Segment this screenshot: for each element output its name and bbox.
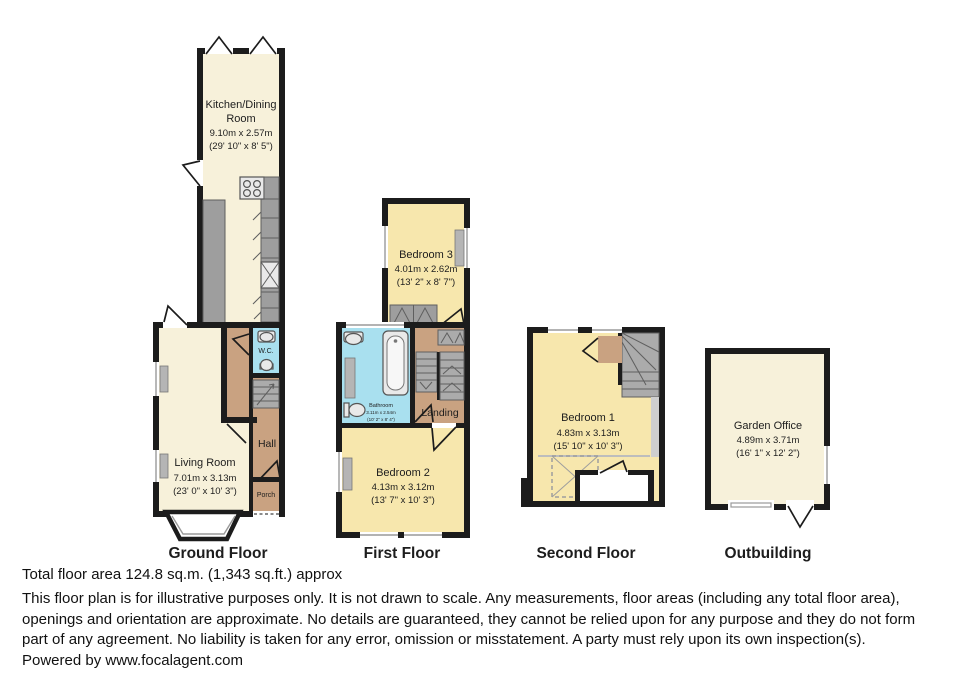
kitchen-name-line2: Room bbox=[226, 113, 256, 125]
kitchen-worktop bbox=[261, 198, 279, 322]
radiator bbox=[455, 230, 464, 266]
hall-corridor-floor bbox=[227, 328, 249, 423]
toilet-cistern-icon bbox=[344, 403, 349, 417]
bedroom3-floor bbox=[388, 204, 464, 322]
ground-floor-plan bbox=[153, 37, 285, 539]
chimney-breast bbox=[203, 200, 225, 328]
footer bbox=[22, 566, 915, 671]
landing-label: Landing bbox=[421, 407, 459, 419]
powered-by: Powered by www.focalagent.com bbox=[22, 651, 243, 669]
bedroom2-metric: 4.13m x 3.12m bbox=[371, 482, 435, 493]
bedroom1-name: Bedroom 1 bbox=[561, 412, 615, 424]
internal-wall bbox=[249, 423, 253, 511]
radiator bbox=[343, 458, 352, 490]
living-room-name: Living Room bbox=[174, 457, 236, 469]
garden-office-metric: 4.89m x 3.71m bbox=[736, 435, 800, 446]
kitchen-metric: 9.10m x 2.57m bbox=[209, 128, 273, 139]
door-opening bbox=[432, 423, 456, 428]
toilet-icon bbox=[349, 404, 365, 417]
garden-office-imperial: (16' 1" x 12' 2") bbox=[736, 448, 800, 459]
eaves-strip bbox=[651, 397, 659, 457]
garden-office-name: Garden Office bbox=[733, 420, 803, 432]
bathtub-icon bbox=[383, 331, 408, 395]
internal-wall bbox=[253, 477, 279, 482]
stair-void bbox=[575, 470, 654, 501]
bedroom3-metric: 4.01m x 2.62m bbox=[394, 264, 458, 275]
living-room-metric: 7.01m x 3.13m bbox=[173, 473, 237, 484]
hob-icon bbox=[240, 177, 264, 199]
radiator bbox=[160, 366, 168, 392]
ground-floor-label: Ground Floor bbox=[168, 545, 268, 562]
disclaimer-line: This floor plan is for illustrative purposes only. It is not drawn to scale. Any measurements, floor areas (including any total floor area), bbox=[22, 590, 900, 607]
first-floor-plan bbox=[336, 198, 470, 538]
door-opening bbox=[163, 322, 187, 328]
ground-floor-stairs bbox=[253, 380, 279, 408]
bedroom1-imperial: (15' 10" x 10' 3") bbox=[553, 441, 623, 452]
radiator bbox=[345, 358, 355, 398]
basin-icon bbox=[346, 334, 362, 345]
internal-wall bbox=[410, 328, 415, 427]
outbuilding-label: Outbuilding bbox=[724, 545, 812, 562]
bedroom1-metric: 4.83m x 3.13m bbox=[556, 428, 620, 439]
total-floor-area: Total floor area 124.8 sq.m. (1,343 sq.ft.) approx bbox=[22, 566, 343, 583]
first-floor-label: First Floor bbox=[363, 545, 441, 562]
bedroom2-imperial: (13' 7" x 10' 3") bbox=[371, 495, 435, 506]
wc-label: W.C. bbox=[258, 348, 274, 355]
kitchen-name-line1: Kitchen/Dining bbox=[205, 99, 277, 111]
bedroom2-name: Bedroom 2 bbox=[376, 467, 430, 479]
hall-label: Hall bbox=[257, 438, 277, 450]
porch-label: Porch bbox=[256, 492, 276, 499]
bedroom3-imperial: (13' 2" x 8' 7") bbox=[396, 277, 456, 288]
radiator bbox=[160, 454, 168, 478]
toilet-icon bbox=[261, 360, 273, 371]
internal-wall bbox=[253, 373, 279, 378]
bathroom-metric: 3.11m x 2.54m bbox=[366, 410, 396, 415]
outbuilding-plan bbox=[705, 348, 830, 527]
stair-landing-floor bbox=[598, 336, 622, 363]
second-floor-stairs bbox=[618, 333, 659, 397]
bathroom-name: Bathroom bbox=[369, 403, 393, 409]
disclaimer-line: openings and orientation are approximate. No details are guaranteed, they cannot be relied upon for any purpose and they do not form bbox=[22, 610, 916, 628]
worktop-corner bbox=[264, 177, 279, 199]
second-floor-plan bbox=[521, 327, 665, 507]
bedroom3-name: Bedroom 3 bbox=[399, 249, 453, 261]
disclaimer-line: part of any agreement. No liability is taken for any error, omission or misstatement. A party must rely upon its own inspection(s). bbox=[22, 631, 866, 648]
internal-wall bbox=[249, 328, 253, 423]
kitchen-imperial: (29' 10" x 8' 5") bbox=[209, 141, 273, 152]
window-glass bbox=[731, 503, 771, 507]
wc-basin-bowl-icon bbox=[260, 333, 273, 342]
second-floor-label: Second Floor bbox=[536, 545, 636, 562]
bathroom-imperial: (10' 2" x 8' 4") bbox=[367, 417, 395, 422]
internal-wall bbox=[221, 328, 227, 423]
wall-step bbox=[521, 478, 533, 507]
living-room-imperial: (23' 0" x 10' 3") bbox=[173, 486, 237, 497]
